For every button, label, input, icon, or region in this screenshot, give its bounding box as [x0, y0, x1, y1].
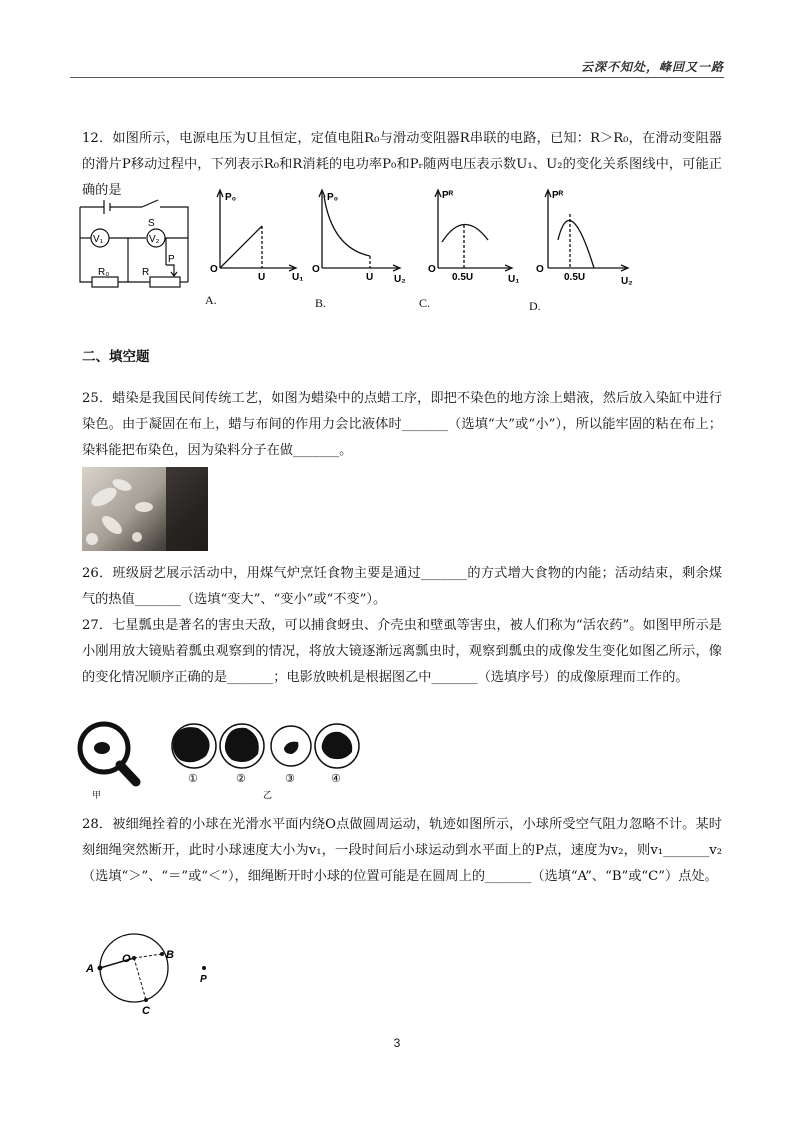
figure-num-3: ③ — [285, 773, 295, 785]
option-a-label: A. — [205, 293, 217, 307]
figure-num-4: ④ — [331, 773, 341, 785]
image-circle-1 — [172, 724, 216, 768]
graph-d-origin: O — [536, 264, 544, 275]
graph-d-tick: 0.5U — [564, 272, 586, 283]
figure-num-1: ① — [188, 773, 198, 785]
graph-c-origin: O — [428, 264, 436, 275]
label-c: C — [142, 1005, 150, 1017]
graph-a-tick: U — [258, 272, 266, 283]
graph-c-x: U₁ — [508, 274, 520, 285]
header-motto: 云深不知处，峰回又一路 — [580, 60, 724, 74]
figure-label-yi: 乙 — [263, 790, 273, 800]
label-b: B — [166, 949, 174, 961]
magnifier-figure — [80, 724, 136, 782]
question-12-figures — [70, 180, 650, 320]
question-26-text: 26．班级厨艺展示活动中，用煤气炉烹饪食物主要是通过_______的方式增大食物的内能；活动结束，剩余煤气的热值_______（选填“变大”、“变小”或“不变”）。 — [82, 566, 722, 607]
circuit-label-r: R — [142, 267, 150, 278]
graph-a-x: U₁ — [292, 272, 304, 283]
image-circle-3 — [271, 726, 311, 766]
circuit-label-p: P — [168, 254, 175, 265]
graph-a-y: P₀ — [225, 192, 237, 203]
option-b-label: B. — [315, 296, 327, 310]
graph-d-y: Pᴿ — [552, 190, 564, 201]
figure-num-2: ② — [236, 773, 246, 785]
graph-d — [545, 190, 628, 271]
circuit-label-v1: V₁ — [93, 234, 104, 245]
circuit-label-v2: V₂ — [149, 234, 160, 245]
batik-photo — [82, 467, 208, 551]
graph-c — [435, 190, 512, 271]
circuit-label-s: S — [148, 218, 155, 229]
image-circle-4 — [315, 724, 359, 768]
label-p: P — [200, 974, 207, 985]
label-a: A — [86, 963, 94, 975]
figure-label-jia: 甲 — [92, 790, 102, 800]
graph-d-x: U₂ — [621, 276, 633, 287]
page-number: 3 — [393, 1036, 401, 1050]
header-divider — [70, 77, 724, 78]
label-o: O — [122, 953, 131, 965]
graph-b-y: P₀ — [327, 192, 339, 203]
graph-b-x: U₂ — [394, 274, 406, 285]
graph-a-origin: O — [210, 264, 218, 275]
section-title: 二、填空题 — [82, 349, 150, 365]
circuit-label-r0: R₀ — [98, 267, 110, 278]
option-d-label: D. — [529, 299, 541, 313]
graph-c-y: Pᴿ — [442, 190, 454, 201]
option-c-label: C. — [419, 296, 431, 310]
question-12-text: 12．如图所示，电源电压为U且恒定，定值电阻R₀与滑动变阻器R串联的电路，已知：R＞R₀，在滑动变阻器的滑片P移动过程中，下列表示R₀和R消耗的电功率P₀和Pᵣ随两电压表示数U₁、U₂的变化关系图线中，可能正确的是 — [82, 131, 722, 198]
question-27-figures — [70, 718, 380, 800]
graph-b-tick: U — [366, 272, 374, 283]
question-28-text: 28．被细绳拴着的小球在光滑水平面内绕O点做圆周运动，轨迹如图所示，小球所受空气阻力忽略不计。某时刻细绳突然断开，此时小球速度大小为v₁，一段时间后小球运动到水平面上的P点，速度为v₂，则v₁_______v₂（选填“＞”、“＝”或“＜”），细绳断开时小球的位置可能是在圆周上的_______（选填“A”、“B”或“C”）点处。 — [82, 817, 722, 884]
question-25-text: 25．蜡染是我国民间传统工艺，如图为蜡染中的点蜡工序，即把不染色的地方涂上蜡液，然后放入染缸中进行染色。由于凝固在布上，蜡与布间的作用力会比液体时_______（选填“大”或“小”），所以能牢固的粘在布上；染料能把布染色，因为染料分子在做_______。 — [82, 391, 722, 458]
question-27-text: 27．七星瓢虫是著名的害虫天敌，可以捕食蚜虫、介壳虫和壁虱等害虫，被人们称为“活农药”。如图甲所示是小刚用放大镜贴着瓢虫观察到的情况，将放大镜逐渐远离瓢虫时，观察到瓢虫的成像发生变化如图乙所示，像的变化情况顺序正确的是_______；电影放映机是根据图乙中_______（选填序号）的成像原理而工作的。 — [82, 618, 722, 685]
graph-b-origin: O — [312, 264, 320, 275]
question-28-figure — [78, 928, 228, 1024]
image-circle-2 — [220, 724, 264, 768]
graph-c-tick: 0.5U — [452, 272, 474, 283]
